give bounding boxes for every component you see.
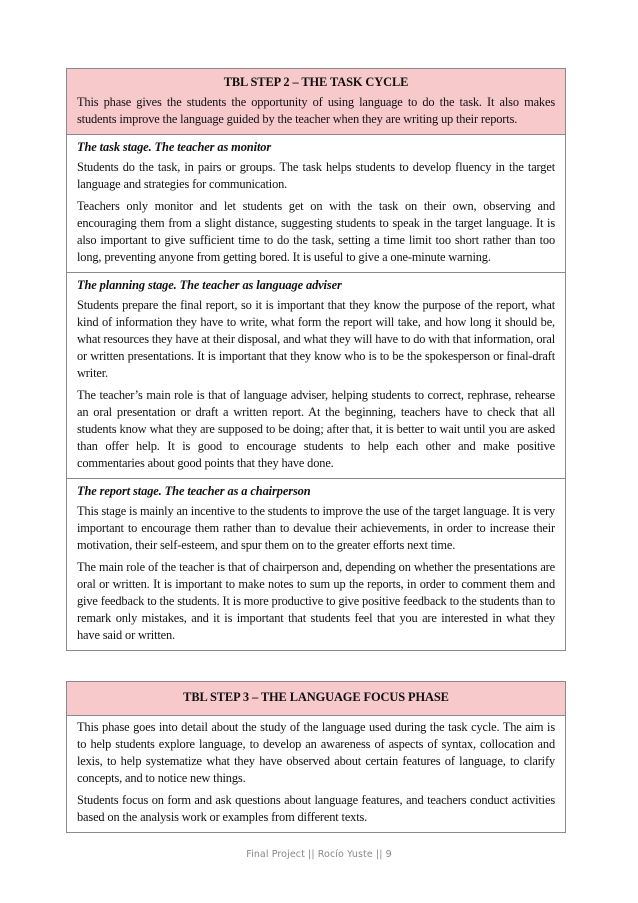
planning-stage-title: The planning stage. The teacher as language adviser — [77, 278, 342, 292]
language-focus-paragraph: This phase goes into detail about the study of the language used during the task cycle. The aim is to help students explore language, to develop an awareness of aspects of syntax, collocation and lexis, to help systematize what they have observed about certain features of language, to clarify concepts, and to notice new things. — [77, 720, 555, 785]
task-cycle-title: TBL STEP 2 – THE TASK CYCLE — [223, 75, 409, 89]
language-focus-paragraph: Students focus on form and ask questions about language features, and teachers conduct activities based on the analysis work or examples from different texts. — [77, 793, 555, 824]
report-stage-title: The report stage. The teacher as a chairperson — [77, 484, 311, 498]
planning-stage-section — [67, 273, 565, 479]
task-stage-paragraph: Students do the task, in pairs or groups. The task helps students to develop fluency in the target language and strategies for communication. — [77, 160, 555, 191]
task-cycle-box — [66, 68, 566, 651]
task-stage-title: The task stage. The teacher as monitor — [77, 140, 272, 154]
page-footer: Final Project || Rocío Yuste || 9 — [246, 849, 392, 860]
language-focus-header — [67, 682, 565, 716]
task-stage-section — [67, 135, 565, 273]
task-stage-paragraph: Teachers only monitor and let students get on with the task on their own, observing and encouraging them from a slight distance, suggesting students to speak in the target language. It is also important to give sufficient time to do the task, setting a time limit too short rather than too long, preventing anyone from getting bored. It is useful to give a one-minute warning. — [77, 199, 555, 264]
language-focus-section — [67, 716, 565, 832]
language-focus-title: TBL STEP 3 – THE LANGUAGE FOCUS PHASE — [183, 690, 449, 704]
planning-stage-paragraph: Students prepare the final report, so it is important that they know the purpose of the report, what kind of information they have to write, what form the report will take, and how long it should be, what resources they have at their disposal, and what they will have to do with that information, oral or written presentations. It is important that they know who is to be the spokesperson or final-draft writer. — [77, 298, 555, 380]
planning-stage-paragraph: The teacher’s main role is that of language adviser, helping students to correct, rephrase, rehearse an oral presentation or draft a written report. At the beginning, teachers have to check that all students know what they are supposed to be doing; after that, it is better to wait until you are asked than offer help. It is good to encourage students to help each other and make positive commentaries about good points that they have done. — [77, 388, 555, 470]
language-focus-box — [66, 681, 566, 833]
report-stage-section — [67, 479, 565, 650]
task-cycle-intro: This phase gives the students the opportunity of using language to do the task. It also makes students improve the language guided by the teacher when they are writing up their reports. — [77, 95, 555, 126]
report-stage-paragraph: The main role of the teacher is that of chairperson and, depending on whether the presentations are oral or written. It is important to make notes to sum up the reports, in order to comment them and give feedback to the students. It is more productive to give positive feedback to the students than to remark only mistakes, and it is important that students feel that you are interested in what they have said or written. — [77, 560, 555, 642]
report-stage-paragraph: This stage is mainly an incentive to the students to improve the use of the target language. It is very important to encourage them rather than to devalue their achievements, in order to increase their motivation, their self-esteem, and spur them on to the greater efforts next time. — [77, 504, 555, 552]
task-cycle-header — [67, 69, 565, 135]
